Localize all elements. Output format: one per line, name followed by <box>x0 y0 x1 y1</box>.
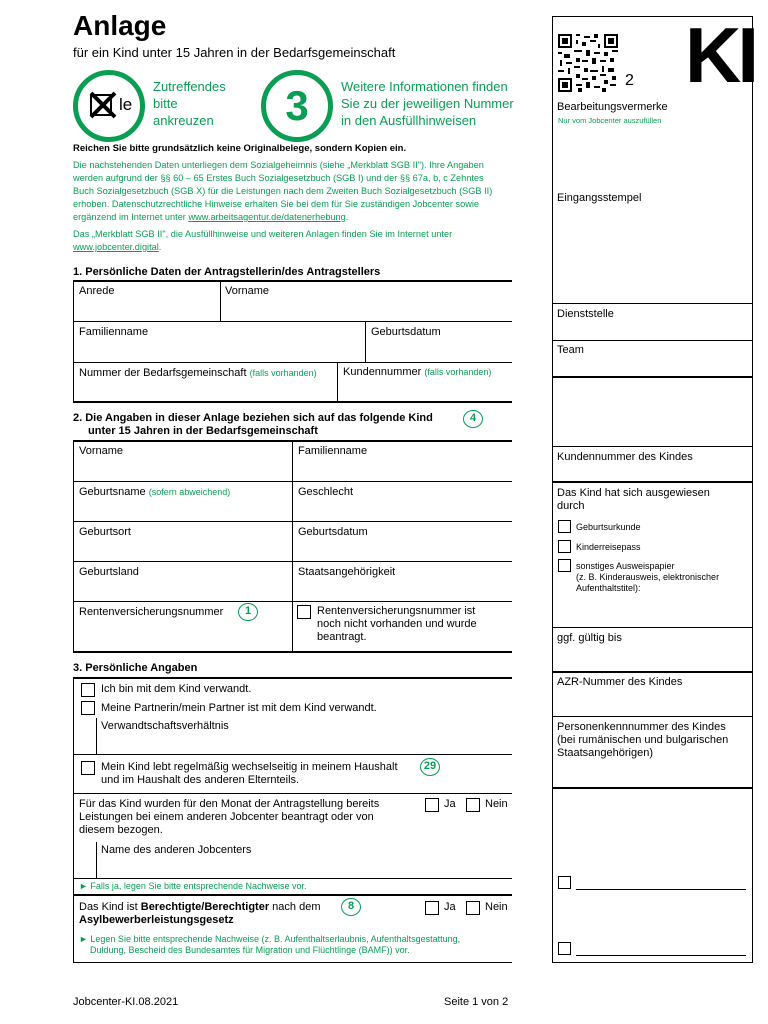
azr-nummer-field[interactable]: AZR-Nummer des Kindes <box>557 676 683 688</box>
team-field[interactable]: Team <box>557 344 584 356</box>
copy-note: Reichen Sie bitte grundsätzlich keine Originalbelege, sondern Kopien ein. <box>73 143 407 154</box>
info-number-icon: 3 <box>261 70 333 142</box>
ref-29-icon: 29 <box>420 758 440 776</box>
wechsel-checkbox[interactable] <box>81 761 95 775</box>
section2-title: 2. Die Angaben in dieser Anlage beziehen sich auf das folgende Kind unter 15 Jahren in der Bedarfsgemeinschaft <box>73 412 433 437</box>
verwandtschaft-field[interactable]: Verwandtschaftsverhältnis <box>101 720 229 732</box>
asyl-nein-checkbox[interactable] <box>466 901 480 915</box>
personenkennnummer-field[interactable]: Personenkennnummer des Kindes (bei rumänischen und bulgarischen Staatsangehörigen) <box>557 721 729 759</box>
section3-title: 3. Persönliche Angaben <box>73 662 198 674</box>
bezug-nein-label: Nein <box>485 798 508 810</box>
qr-suffix: 2 <box>625 72 634 89</box>
kinderreisepass-label: Kinderreisepass <box>576 542 641 552</box>
jobcenter-digital-link[interactable]: www.jobcenter.digital <box>73 242 159 252</box>
geburtsurkunde-checkbox[interactable] <box>558 520 571 533</box>
asyl-hint: ► Legen Sie bitte entsprechende Nachweise (z. B. Aufenthaltserlaubnis, Aufenthaltsgestattung, Duldung, Bescheid des Bundesamtes für Migration und Flüchtlinge (BAMF)) vor. <box>79 934 461 955</box>
check-hint: Zutreffendes bitte ankreuzen <box>153 79 226 128</box>
geburtsdatum-field[interactable]: Geburtsdatum <box>371 326 441 338</box>
anrede-field[interactable]: Anrede <box>79 285 115 297</box>
partner-verwandt-label: Meine Partnerin/mein Partner ist mit dem Kind verwandt. <box>101 702 377 714</box>
cross-icon <box>87 89 119 121</box>
check-icon-text: le <box>119 95 133 114</box>
footer-page-number: Seite 1 von 2 <box>444 996 509 1008</box>
kind-geburtsland-field[interactable]: Geburtsland <box>79 566 139 578</box>
bezug-ja-checkbox[interactable] <box>425 798 439 812</box>
kind-geschlecht-field[interactable]: Geschlecht <box>298 486 354 498</box>
kind-vorname-field[interactable]: Vorname <box>79 445 124 457</box>
vorname-field[interactable]: Vorname <box>225 285 270 297</box>
bezug-question: Für das Kind wurden für den Monat der Antragstellung bereits Leistungen bei einem anderen Jobcenter beantragt oder von diesem bezogen. <box>79 798 380 836</box>
office-checkbox-1[interactable] <box>558 876 571 889</box>
partner-verwandt-checkbox[interactable] <box>81 701 95 715</box>
ref-8-icon: 8 <box>341 898 361 916</box>
page-subtitle: für ein Kind unter 15 Jahren in der Bedarfsgemeinschaft <box>73 45 396 60</box>
qr-code-icon <box>558 34 618 92</box>
sonstiges-checkbox[interactable] <box>558 559 571 572</box>
check-instruction-icon <box>73 70 145 142</box>
bezug-nein-checkbox[interactable] <box>466 798 480 812</box>
bearbeitung-hint: Nur vom Jobcenter auszufüllen <box>558 116 662 125</box>
info-hint: Weitere Informationen finden Sie zu der jeweiligen Nummer in den Ausfüllhinweisen <box>341 79 514 128</box>
familienname-field[interactable]: Familienname <box>79 326 149 338</box>
dienststelle-field[interactable]: Dienststelle <box>557 308 614 320</box>
privacy-notice: Die nachstehenden Daten unterliegen dem Sozialgeheimnis (siehe „Merkblatt SGB II"). Ihre Angaben werden aufgrund der §§ 60 – 65 Erstes Buch Sozialgesetzbuch (SGB I) und der §§ 67a, b, c Zehntes Buch Sozialgesetzbuch (SGB X) für die Leistungen nach dem Zweiten Buch Sozialgesetzbuch (SGB II) erhoben. Datenschutzrechtliche Hinweise erhalten Sie bei dem für Sie zuständigen Jobcenter sowie ergänzend im Internet unter www.arbeitsagentur.de/datenerhebung. <box>73 160 493 222</box>
verwandt-checkbox[interactable] <box>81 683 95 697</box>
kind-rv-nummer-field[interactable]: Rentenversicherungsnummer <box>79 606 224 618</box>
sonstiges-label: sonstiges Ausweispapier (z. B. Kinderausweis, elektronischer Aufenthaltstitel): <box>576 561 720 593</box>
rv-missing-label: Rentenversicherungsnummer ist noch nicht vorhanden und wurde beantragt. <box>317 605 477 643</box>
office-line-1[interactable] <box>576 889 746 890</box>
geburtsurkunde-label: Geburtsurkunde <box>576 522 641 532</box>
kind-familienname-field[interactable]: Familienname <box>298 445 368 457</box>
rv-missing-checkbox[interactable] <box>297 605 311 619</box>
kind-staatsangehoerigkeit-field[interactable]: Staatsangehörigkeit <box>298 566 396 578</box>
office-checkbox-2[interactable] <box>558 942 571 955</box>
office-line-2[interactable] <box>576 955 746 956</box>
asyl-ja-checkbox[interactable] <box>425 901 439 915</box>
eingangsstempel-label: Eingangsstempel <box>557 192 642 204</box>
footer-form-id: Jobcenter-KI.08.2021 <box>73 996 179 1008</box>
kind-geburtsname-field[interactable]: Geburtsname (sofern abweichend) <box>79 486 231 498</box>
nachweis-hint: ► Falls ja, legen Sie bitte entsprechende Nachweise vor. <box>79 881 307 891</box>
verwandt-label: Ich bin mit dem Kind verwandt. <box>101 683 252 695</box>
wechsel-label: Mein Kind lebt regelmäßig wechselseitig in meinem Haushalt und im Haushalt des anderen Elternteils. <box>101 761 398 786</box>
asyl-nein-label: Nein <box>485 901 508 913</box>
kundennummer-field[interactable]: Kundennummer (falls vorhanden) <box>343 366 492 378</box>
bg-nummer-field[interactable]: Nummer der Bedarfsgemeinschaft (falls vorhanden) <box>79 367 317 379</box>
kinderreisepass-checkbox[interactable] <box>558 540 571 553</box>
bearbeitung-label: Bearbeitungsvermerke <box>557 101 668 113</box>
anderes-jobcenter-field[interactable]: Name des anderen Jobcenters <box>101 844 252 856</box>
kind-geburtsort-field[interactable]: Geburtsort <box>79 526 131 538</box>
bezug-ja-label: Ja <box>444 798 456 810</box>
kind-geburtsdatum-field[interactable]: Geburtsdatum <box>298 526 368 538</box>
kundennummer-kind-field[interactable]: Kundennummer des Kindes <box>557 451 693 463</box>
datenerhebung-link[interactable]: www.arbeitsagentur.de/datenerhebung <box>188 212 346 222</box>
ref-1-icon: 1 <box>238 603 258 621</box>
gueltig-bis-field[interactable]: ggf. gültig bis <box>557 632 622 644</box>
asyl-question: Das Kind ist Berechtigte/Berechtigter nach dem Asylbewerberleistungsgesetz <box>79 901 321 926</box>
ausgewiesen-label: Das Kind hat sich ausgewiesen durch <box>557 487 710 512</box>
form-code: KI <box>685 11 755 99</box>
section1-title: 1. Persönliche Daten der Antragstellerin/des Antragstellers <box>73 266 381 278</box>
asyl-ja-label: Ja <box>444 901 456 913</box>
download-notice: Das „Merkblatt SGB II", die Ausfüllhinweise und weiteren Anlagen finden Sie im Internet unter www.jobcenter.digital. <box>73 229 453 252</box>
ref-4-icon: 4 <box>463 410 483 428</box>
page-title: Anlage <box>73 10 167 41</box>
